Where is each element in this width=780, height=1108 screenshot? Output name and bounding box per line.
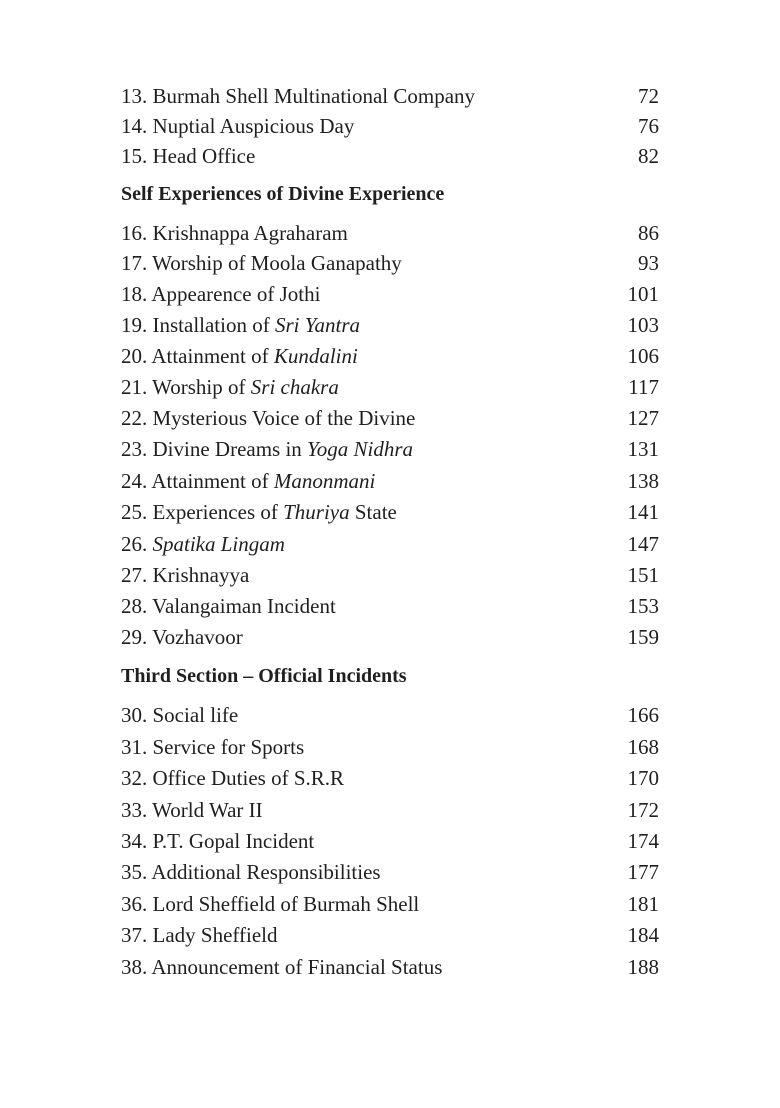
entry-title <box>121 466 375 496</box>
entry-title <box>121 795 263 825</box>
entry-title-italic-part: Manonmani <box>273 469 376 493</box>
entry-page-number: 127 <box>627 406 659 430</box>
toc-entry <box>121 857 659 887</box>
entry-page-number: 184 <box>627 923 659 947</box>
entry-page-number: 153 <box>627 594 659 618</box>
entry-title-part: 32. Office Duties of S.R.R <box>121 766 345 790</box>
entry-page-number: 188 <box>627 955 659 979</box>
entry-page-number: 86 <box>638 221 659 245</box>
entry-page-number: 76 <box>638 114 659 138</box>
entry-title-part: 31. Service for Sports <box>121 735 305 759</box>
entry-title-italic-part: Sri Yantra <box>274 313 360 337</box>
entry-page-number: 170 <box>627 766 659 790</box>
toc-entry <box>121 952 659 982</box>
entry-title <box>121 622 243 652</box>
entry-page-number: 93 <box>638 251 659 275</box>
entry-title <box>121 111 354 141</box>
toc-entry <box>121 826 659 856</box>
entry-title <box>121 141 255 171</box>
toc-entry <box>121 111 659 141</box>
toc-entry <box>121 920 659 950</box>
entry-title-part: 23. Divine Dreams in <box>121 437 308 461</box>
entry-title <box>121 857 381 887</box>
entry-title <box>121 826 314 856</box>
toc-entry <box>121 700 659 730</box>
section-heading: Self Experiences of Divine Experience <box>121 183 445 205</box>
entry-title <box>121 732 304 762</box>
toc-entry <box>121 732 659 762</box>
toc-entry <box>121 141 659 171</box>
entry-page-number: 181 <box>627 892 659 916</box>
entry-page-number: 72 <box>638 84 659 108</box>
toc-entry <box>121 795 659 825</box>
entry-title-part: 22. Mysterious Voice of the Divine <box>121 406 416 430</box>
toc-entry <box>121 466 659 496</box>
entry-title-part: 37. Lady Sheffield <box>121 923 278 947</box>
entry-title-part: 24. Attainment of <box>121 469 274 493</box>
section-heading: Third Section – Official Incidents <box>121 665 407 687</box>
entry-page-number: 151 <box>627 563 659 587</box>
entry-title <box>121 889 419 919</box>
entry-title-part: 36. Lord Sheffield of Burmah Shell <box>121 892 420 916</box>
entry-page-number: 117 <box>628 375 659 399</box>
toc-entry <box>121 434 659 464</box>
entry-title-part: 30. Social life <box>121 703 239 727</box>
entry-page-number: 159 <box>627 625 659 649</box>
entry-title <box>121 497 397 527</box>
toc-entry <box>121 889 659 919</box>
toc-entry <box>121 81 659 111</box>
toc-entry <box>121 529 659 559</box>
entry-page-number: 138 <box>627 469 659 493</box>
entry-title <box>121 81 475 111</box>
entry-title-italic-part: Kundalini <box>273 344 358 368</box>
entry-title-part: 29. Vozhavoor <box>121 625 243 649</box>
entry-title-part: State <box>349 500 397 524</box>
entry-page-number: 131 <box>627 437 659 461</box>
entry-page-number: 166 <box>627 703 659 727</box>
entry-title-part: 15. Head Office <box>121 144 256 168</box>
entry-page-number: 141 <box>627 500 659 524</box>
toc-entry <box>121 403 659 433</box>
entry-page-number: 172 <box>627 798 659 822</box>
entry-title-part: 38. Announcement of Financial Status <box>121 955 443 979</box>
toc-entry <box>121 372 659 402</box>
toc-entry <box>121 341 659 371</box>
entry-title-italic-part: Sri chakra <box>250 375 339 399</box>
entry-title-part: 16. Krishnappa Agraharam <box>121 221 348 245</box>
entry-title <box>121 529 285 559</box>
entry-title-italic-part: Thuriya <box>283 500 350 524</box>
entry-title <box>121 434 413 464</box>
entry-title-part: 13. Burmah Shell Multinational Company <box>121 84 476 108</box>
entry-title <box>121 248 402 278</box>
entry-page-number: 177 <box>627 860 659 884</box>
toc-entry <box>121 310 659 340</box>
entry-title-part: 34. P.T. Gopal Incident <box>121 829 315 853</box>
entry-title-part: 26. <box>121 532 153 556</box>
entry-page-number: 101 <box>627 282 659 306</box>
entry-page-number: 174 <box>627 829 659 853</box>
entry-title <box>121 279 320 309</box>
entry-title <box>121 372 339 402</box>
entry-title-part: 21. Worship of <box>121 375 251 399</box>
toc-entry <box>121 497 659 527</box>
toc-entry <box>121 560 659 590</box>
entry-page-number: 168 <box>627 735 659 759</box>
toc-entry <box>121 591 659 621</box>
toc-entry <box>121 218 659 248</box>
toc-entry <box>121 279 659 309</box>
entry-page-number: 106 <box>627 344 659 368</box>
entry-title <box>121 952 442 982</box>
entry-title-part: 18. Appearence of Jothi <box>121 282 321 306</box>
toc-entry <box>121 622 659 652</box>
entry-title <box>121 920 278 950</box>
toc-entry <box>121 248 659 278</box>
toc-entry <box>121 763 659 793</box>
entry-title <box>121 591 336 621</box>
entry-title <box>121 403 415 433</box>
entry-title-part: 25. Experiences of <box>121 500 284 524</box>
entry-title-part: 14. Nuptial Auspicious Day <box>121 114 355 138</box>
entry-page-number: 147 <box>627 532 659 556</box>
entry-title <box>121 763 344 793</box>
entry-title <box>121 310 360 340</box>
entry-title-part: 28. Valangaiman Incident <box>121 594 336 618</box>
entry-title-part: 20. Attainment of <box>121 344 274 368</box>
entry-page-number: 82 <box>638 144 659 168</box>
entry-title-italic-part: Yoga Nidhra <box>307 437 414 461</box>
entry-title-italic-part: Spatika Lingam <box>152 532 285 556</box>
entry-title-part: 19. Installation of <box>121 313 275 337</box>
entry-title <box>121 341 358 371</box>
entry-title-part: 27. Krishnayya <box>121 563 250 587</box>
entry-title <box>121 700 238 730</box>
entry-title <box>121 218 348 248</box>
entry-title-part: 17. Worship of Moola Ganapathy <box>121 251 402 275</box>
entry-title <box>121 560 249 590</box>
entry-page-number: 103 <box>627 313 659 337</box>
entry-title-part: 33. World War II <box>121 798 263 822</box>
entry-title-part: 35. Additional Responsibilities <box>121 860 381 884</box>
